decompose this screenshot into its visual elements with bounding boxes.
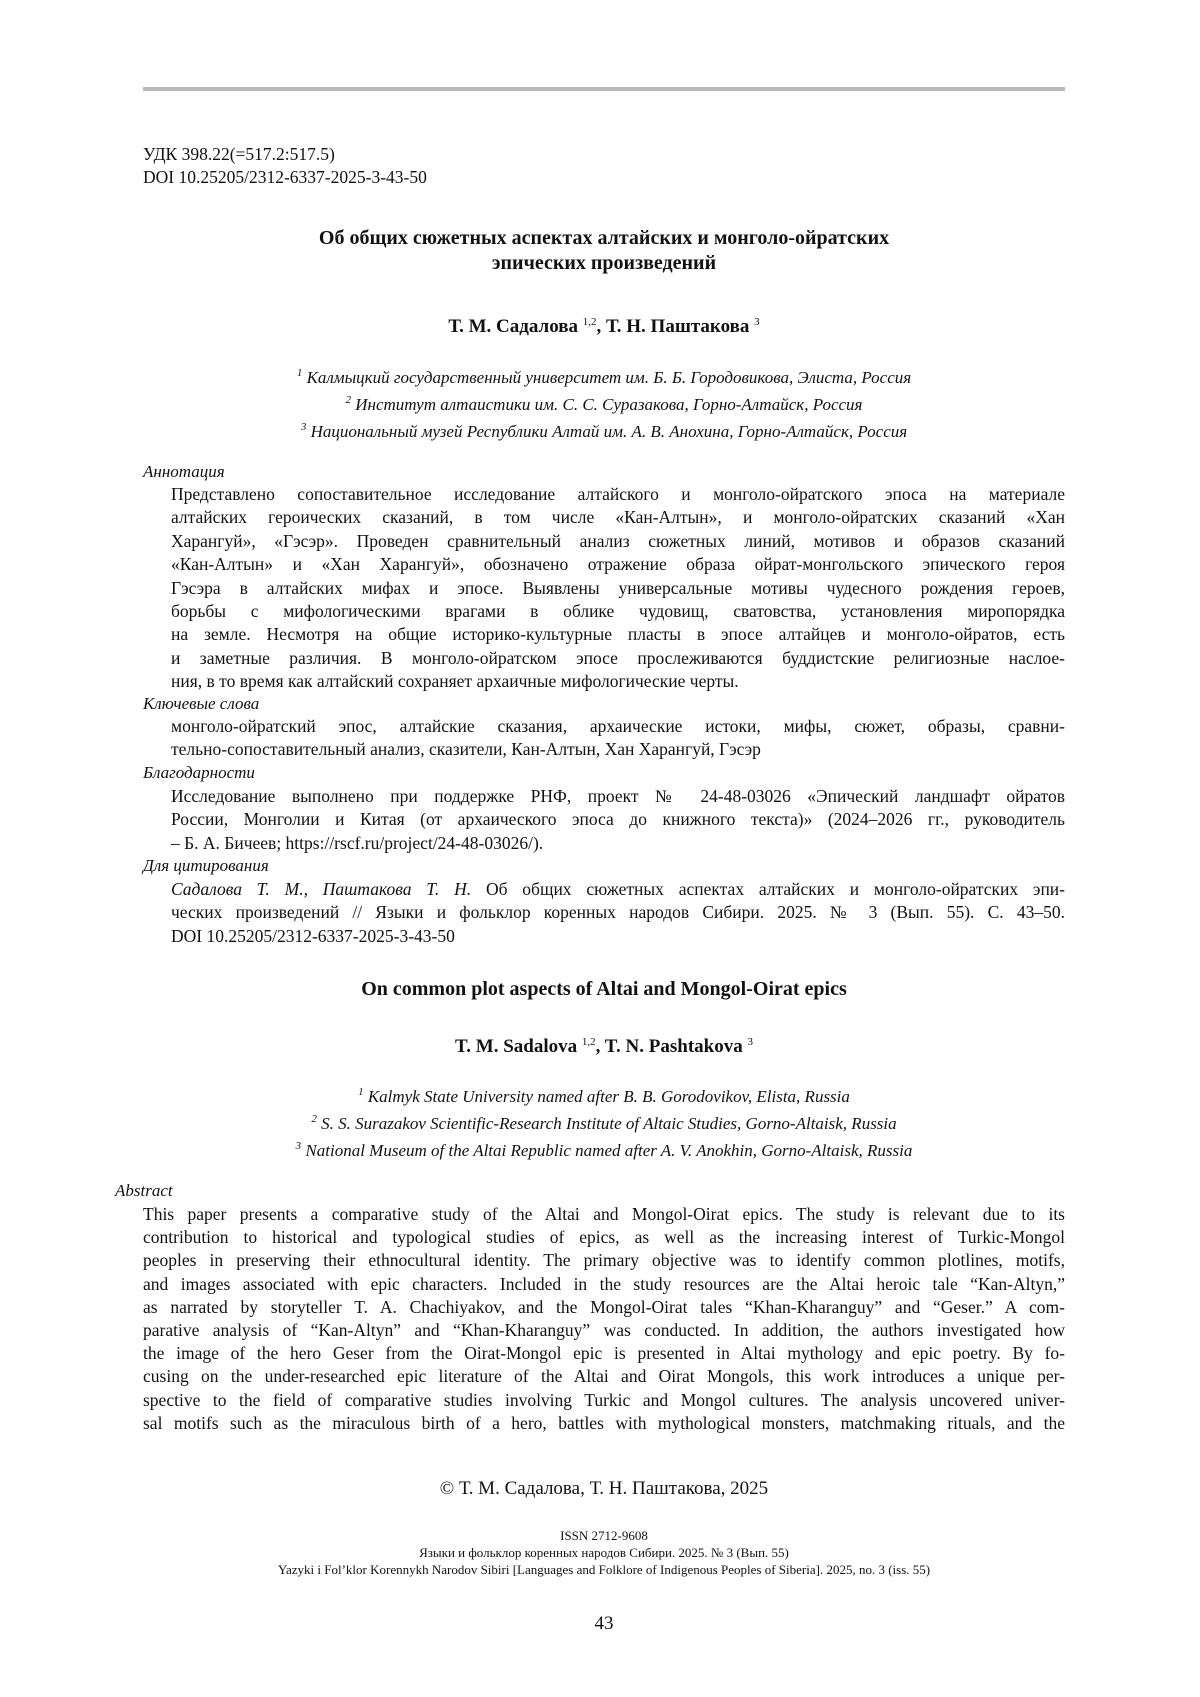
affiliation-text: National Museum of the Altai Republic named after A. V. Anokhin, Gorno-Altaisk, Russia	[305, 1141, 913, 1160]
author-affiliation-ref: 1,2	[582, 316, 597, 328]
header-rule	[143, 87, 1065, 91]
affiliation	[143, 1135, 1065, 1162]
text-line: Представлено сопоставительное исследование алтайского и монголо-ойратского эпоса на материале	[171, 484, 1065, 504]
author-name: T. N. Pashtakova	[604, 1036, 743, 1057]
text-line: монголо-ойратский эпос, алтайские сказания, архаические истоки, мифы, сюжет, образы, сравни-	[171, 716, 1065, 736]
affiliation-text: S. S. Surazakov Scientific-Research Institute of Altaic Studies, Gorno-Altaisk, Russia	[321, 1114, 897, 1133]
abstract-text	[143, 1203, 1065, 1435]
annotation-text	[171, 483, 1065, 694]
text-line: and images associated with epic characters. Included in the study resources are the Altai heroic tale “Kan-Altyn,”	[143, 1273, 1065, 1294]
text-line: DOI 10.25205/2312-6337-2025-3-43-50	[171, 925, 455, 946]
affiliation-text: Институт алтаистики им. С. С. Суразакова, Горно-Алтайск, Россия	[355, 395, 863, 414]
author-name: T. M. Sadalova	[455, 1036, 578, 1057]
text-line: parative analysis of “Kan-Altyn” and “Khan-Kharanguy” was conducted. In addition, the authors investigated how	[143, 1320, 1065, 1341]
author-affiliation-ref: 1,2	[581, 1036, 596, 1048]
page-number: 43	[594, 1613, 614, 1634]
acknowledgements-label: Благодарности	[143, 763, 255, 782]
author-name: Т. М. Садалова	[448, 316, 578, 337]
copyright: © Т. М. Садалова, Т. Н. Паштакова, 2025	[439, 1478, 769, 1499]
ru-authors	[143, 310, 1065, 339]
text-line: России, Монголии и Китая (от архаического эпоса до книжного текста)» (2024–2026 гг., руководитель	[171, 809, 1065, 830]
ru-title	[143, 226, 1065, 276]
text-line: peoples in preserving their ethnocultural identity. The primary objective was to identify common plotlines, motifs,	[143, 1250, 1065, 1271]
citation-authors: Садалова Т. М., Паштакова Т. Н.	[171, 879, 472, 899]
en-affiliations	[143, 1081, 1065, 1162]
annotation-label: Аннотация	[143, 462, 225, 481]
keywords-text	[171, 715, 1065, 762]
text-line: This paper presents a comparative study of the Altai and Mongol-Oirat epics. The study is relevant due to its	[143, 1204, 1065, 1224]
affiliation	[143, 362, 1065, 389]
affiliation	[143, 1108, 1065, 1135]
citation-text	[171, 878, 1065, 948]
text-line: на земле. Несмотря на общие историко-культурные пласты в эпосе алтайцев и монголо-ойратов, есть	[171, 624, 1065, 645]
issn: ISSN 2712-9608	[560, 1528, 648, 1543]
text-line: и заметные различия. В монголо-ойратском эпосе прослеживаются буддистские религиозные наслое-	[171, 647, 1065, 668]
text-line: тельно-сопоставительный анализ, сказители, Кан-Алтын, Хан Харангуй, Гэсэр	[171, 739, 761, 760]
affiliation-number: 1	[358, 1086, 364, 1098]
text-line: борьбы с мифологическими врагами в облике чудовищ, сватовства, установления миропорядка	[171, 601, 1065, 622]
affiliation-number: 3	[300, 421, 307, 433]
text-line	[171, 878, 1065, 901]
affiliation-number: 1	[296, 367, 303, 379]
ru-title-line: эпических произведений	[491, 252, 717, 274]
affiliation-number: 2	[311, 1113, 317, 1125]
ru-title-line: Об общих сюжетных аспектах алтайских и монголо-ойратских	[318, 227, 890, 249]
text-line: spective to the field of comparative studies involving Turkic and Mongol cultures. The analysis uncovered univer-	[143, 1389, 1065, 1410]
text-line: ния, в то время как алтайский сохраняет архаичные мифологические черты.	[171, 671, 739, 692]
doi: DOI 10.25205/2312-6337-2025-3-43-50	[143, 167, 427, 187]
author-name: Т. Н. Паштакова	[605, 316, 750, 337]
text-line: cusing on the under-researched epic literature of the Altai and Oirat Mongols, this work introduces a unique per-	[143, 1366, 1065, 1387]
text-line: – Б. А. Бичеев; https://rscf.ru/project/24-48-03026/).	[171, 832, 544, 853]
text-line: ческих произведений // Языки и фольклор коренных народов Сибири. 2025. № 3 (Вып. 55). С. 43–50.	[171, 902, 1065, 923]
affiliation-text: Национальный музей Республики Алтай им. А. В. Анохина, Горно-Алтайск, Россия	[310, 422, 908, 441]
text-line: «Кан-Алтын» и «Хан Харангуй», обозначено отражение образа ойрат-монгольского эпического героя	[171, 554, 1065, 575]
affiliation-text: Kalmyk State University named after B. B. Gorodovikov, Elista, Russia	[367, 1087, 850, 1106]
en-authors	[143, 1030, 1065, 1059]
keywords-label: Ключевые слова	[143, 694, 260, 713]
journal-title-en: Yazyki i Fol’klor Korennykh Narodov Sibiri [Languages and Folklore of Indigenous Peoples of Siberia]. 2025, no. 3 (iss. 55)	[277, 1562, 931, 1577]
affiliation-text: Калмыцкий государственный университет им. Б. Б. Городовикова, Элиста, Россия	[306, 368, 912, 387]
acknowledgements-text	[171, 785, 1065, 855]
affiliation	[143, 389, 1065, 416]
text-line: Исследование выполнено при поддержке РНФ, проект № 24-48-03026 «Эпический ландшафт ойратов	[171, 786, 1065, 806]
text-line: as narrated by storyteller T. A. Chachiyakov, and the Mongol-Oirat tales “Khan-Kharanguy” and “Geser.” A com-	[143, 1296, 1065, 1317]
citation-title: Об общих сюжетных аспектах алтайских и монголо-ойратских эпи-	[471, 879, 1065, 899]
affiliation	[143, 416, 1065, 443]
affiliation-number: 2	[345, 394, 352, 406]
author-separator: ,	[596, 316, 606, 337]
en-title: On common plot aspects of Altai and Mongol-Oirat epics	[361, 978, 847, 1000]
affiliation	[143, 1081, 1065, 1108]
text-line: contribution to historical and typological studies of epics, as well as the increasing interest of Turkic-Mongol	[143, 1227, 1065, 1248]
author-affiliation-ref: 3	[747, 1036, 753, 1048]
affiliation-number: 3	[295, 1140, 302, 1152]
ru-affiliations	[143, 362, 1065, 443]
citation-label: Для цитирования	[143, 856, 269, 875]
footer	[143, 1527, 1065, 1578]
text-line: Харангуй», «Гэсэр». Проведен сравнительный анализ сюжетных линий, мотивов и образов сказаний	[171, 530, 1065, 551]
author-affiliation-ref: 3	[754, 316, 760, 328]
journal-title-ru: Языки и фольклор коренных народов Сибири. 2025. № 3 (Вып. 55)	[419, 1545, 789, 1560]
author-separator: ,	[595, 1036, 605, 1057]
udk-code: УДК 398.22(=517.2:517.5)	[143, 144, 335, 164]
text-line: Гэсэра в алтайских мифах и эпосе. Выявлены универсальные мотивы чудесного рождения героев,	[171, 577, 1065, 598]
text-line: the image of the hero Geser from the Oirat-Mongol epic is presented in Altai mythology and epic poetry. By fo-	[143, 1343, 1065, 1364]
abstract-label: Abstract	[115, 1181, 173, 1200]
text-line: sal motifs such as the miraculous birth of a hero, battles with mythological monsters, matchmaking rituals, and the	[143, 1412, 1065, 1433]
text-line: алтайских героических сказаний, в том числе «Кан-Алтын», и монголо-ойратских сказаний «Хан	[171, 507, 1065, 528]
